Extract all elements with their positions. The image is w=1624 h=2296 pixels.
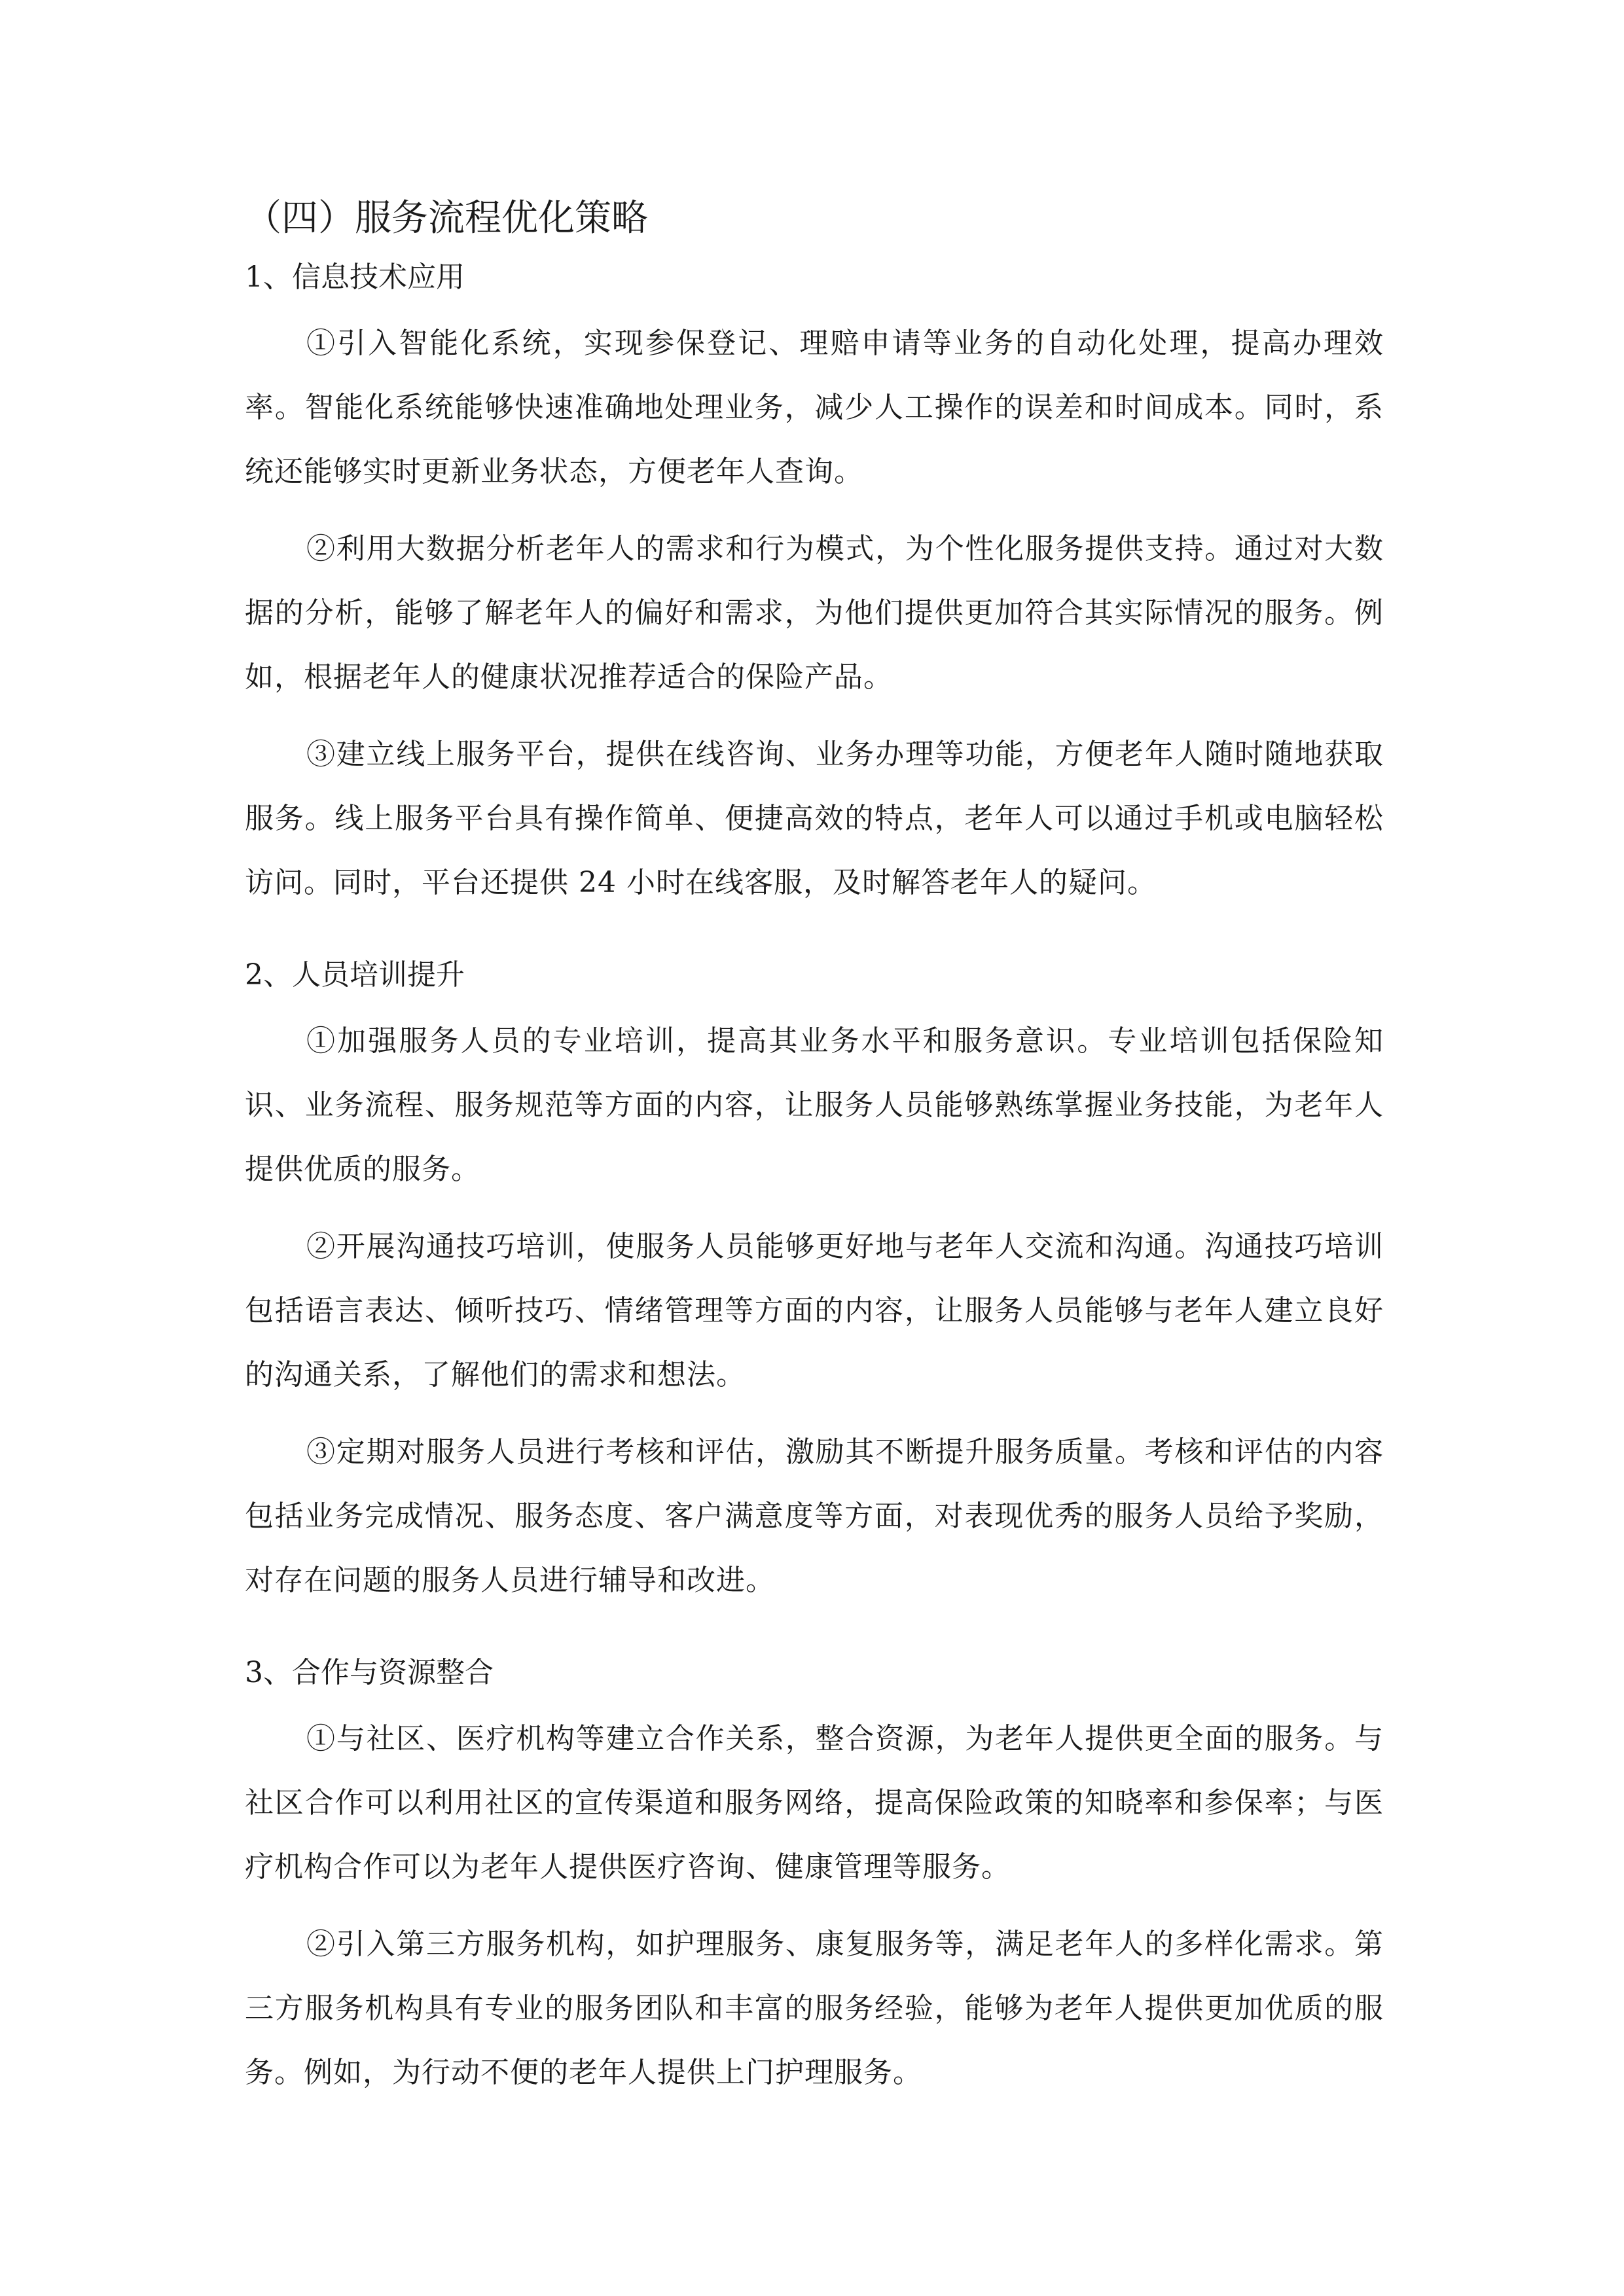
spacer [245, 1626, 1384, 1648]
subheading-staff-training: 2、人员培训提升 [245, 958, 465, 992]
spacer [245, 928, 1384, 950]
paragraph-assessment: ③定期对服务人员进行考核和评估，激励其不断提升服务质量。考核和评估的内容包括业务完成情况、服务态度、客户满意度等方面，对表现优秀的服务人员给予奖励，对存在问题的服务人员进行辅导和改进。 [245, 1435, 1384, 1597]
section-it-application [245, 253, 1384, 915]
paragraph-community-cooperation: ①与社区、医疗机构等建立合作关系，整合资源，为老年人提供更全面的服务。与社区合作可以利用社区的宣传渠道和服务网络，提高保险政策的知晓率和参保率；与医疗机构合作可以为老年人提供医疗咨询、健康管理等服务。 [245, 1722, 1384, 1884]
section-title: （四）服务流程优化策略 [245, 197, 648, 240]
section-cooperation [245, 1648, 1384, 2105]
subheading-it-application: 1、信息技术应用 [245, 260, 465, 294]
paragraph-big-data: ②利用大数据分析老年人的需求和行为模式，为个性化服务提供支持。通过对大数据的分析，能够了解老年人的偏好和需求，为他们提供更加符合其实际情况的服务。例如，根据老年人的健康状况推荐适合的保险产品。 [245, 532, 1384, 694]
paragraph-intelligent-system: ①引入智能化系统，实现参保登记、理赔申请等业务的自动化处理，提高办理效率。智能化系统能够快速准确地处理业务，减少人工操作的误差和时间成本。同时，系统还能够实时更新业务状态，方便老年人查询。 [245, 327, 1384, 488]
subheading-cooperation: 3、合作与资源整合 [245, 1656, 494, 1689]
paragraph-communication-training: ②开展沟通技巧培训，使服务人员能够更好地与老年人交流和沟通。沟通技巧培训包括语言表达、倾听技巧、情绪管理等方面的内容，让服务人员能够与老年人建立良好的沟通关系，了解他们的需求和想法。 [245, 1230, 1384, 1391]
paragraph-professional-training: ①加强服务人员的专业培训，提高其业务水平和服务意识。专业培训包括保险知识、业务流程、服务规范等方面的内容，让服务人员能够熟练掌握业务技能，为老年人提供优质的服务。 [245, 1024, 1384, 1186]
section-staff-training [245, 950, 1384, 1613]
paragraph-third-party: ②引入第三方服务机构，如护理服务、康复服务等，满足老年人的多样化需求。第三方服务机构具有专业的服务团队和丰富的服务经验，能够为老年人提供更加优质的服务。例如，为行动不便的老年人提供上门护理服务。 [245, 1928, 1384, 2089]
paragraph-online-platform: ③建立线上服务平台，提供在线咨询、业务办理等功能，方便老年人随时随地获取服务。线上服务平台具有操作简单、便捷高效的特点，老年人可以通过手机或电脑轻松访问。同时，平台还提供 24 小时在线客服，及时解答老年人的疑问。 [245, 738, 1384, 899]
document-content [245, 191, 1384, 2118]
